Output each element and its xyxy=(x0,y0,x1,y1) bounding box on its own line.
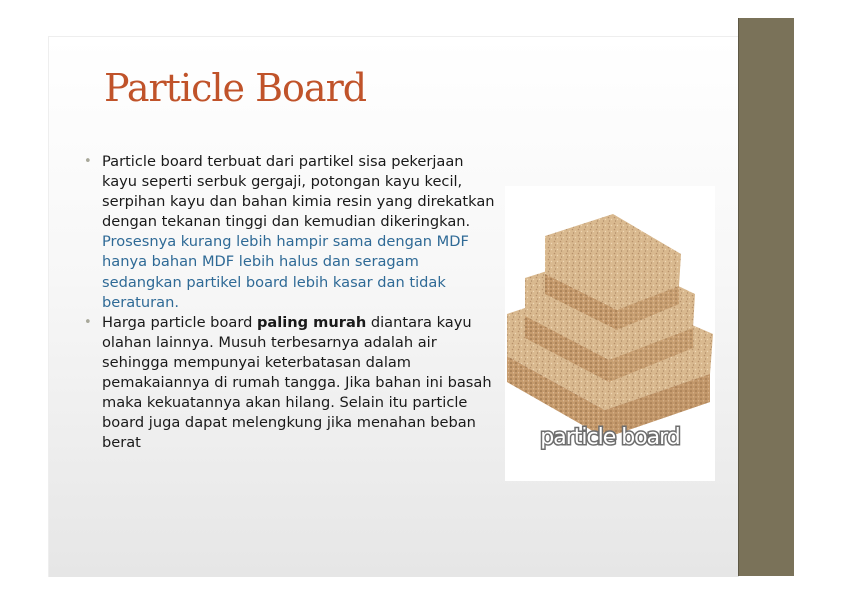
bullet-marker: • xyxy=(84,154,92,169)
bullet-text-2a: Harga particle board xyxy=(102,313,257,331)
side-accent-line xyxy=(738,18,739,576)
bullet-item-2 xyxy=(84,313,496,454)
slide-title: Particle Board xyxy=(104,66,367,110)
bullet-text-2c: diantara kayu olahan lainnya. Musuh terbesarnya adalah air sehingga mempunyai keterbatasan dalam pemakaiannya di rumah tangga. Jika bahan ini basah maka kekuatannya akan hilang. Selain itu particle board juga dapat melengkung jika menahan beban berat xyxy=(102,313,492,452)
bullet-marker: • xyxy=(84,314,92,330)
side-accent-bar xyxy=(738,18,794,576)
bullet-text-2b-bold: paling murah xyxy=(256,313,367,331)
bullet-text-1a: Particle board terbuat dari partikel sisa pekerjaan kayu seperti serbuk gergaji, potongan kayu kecil, serpihan kayu dan bahan kimia resin yang direkatkan dengan tekanan tinggi dan kemudian dikeringkan. xyxy=(102,153,495,231)
bullet-list xyxy=(84,152,496,453)
particle-board-photo xyxy=(505,186,715,481)
bullet-item-1 xyxy=(84,152,496,313)
photo-caption: particle board xyxy=(540,425,680,450)
bullet-text-1b-highlight: Prosesnya kurang lebih hampir sama dengan MDF hanya bahan MDF lebih halus dan seragam sedangkan partikel board lebih kasar dan tidak beraturan. xyxy=(102,233,469,311)
